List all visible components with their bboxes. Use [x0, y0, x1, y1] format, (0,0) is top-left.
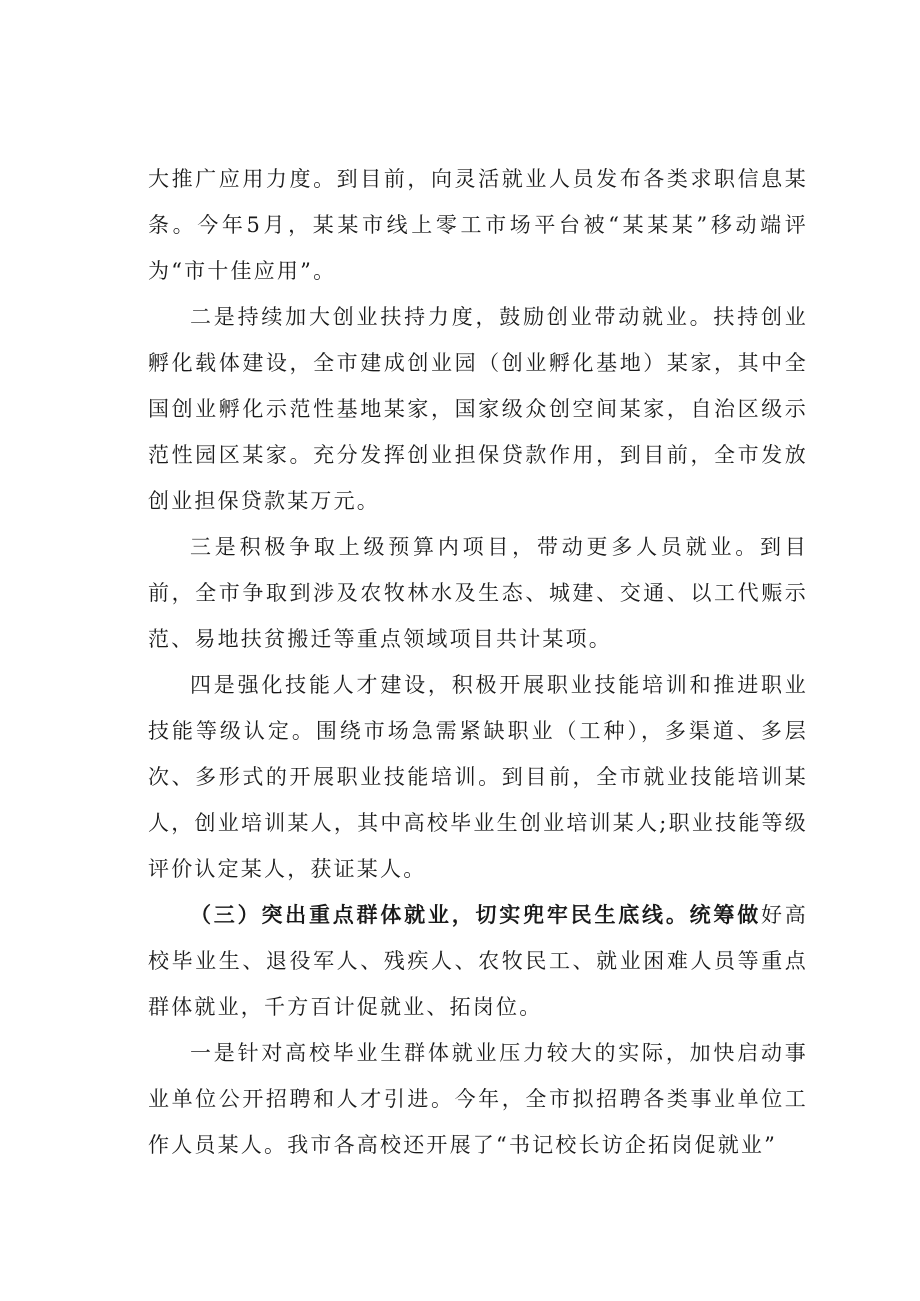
- paragraph-entrepreneurship: 二是持续加大创业扶持力度，鼓励创业带动就业。扶持创业孵化载体建设，全市建成创业园（创业孵化基地）某家，其中全国创业孵化示范性基地某家，国家级众创空间某家，自治区级示范性园区某家。充分发挥创业担保贷款作用，到目前，全市发放创业担保贷款某万元。: [148, 305, 808, 513]
- paragraph-skills-training: 四是强化技能人才建设，积极开展职业技能培训和推进职业技能等级认定。围绕市场急需紧缺职业（工种），多渠道、多层次、多形式的开展职业技能培训。到目前，全市就业技能培训某人，创业培训某人，其中高校毕业生创业培训某人;职业技能等级评价认定某人，获证某人。: [148, 673, 808, 881]
- paragraph-continuation: 大推广应用力度。到目前，向灵活就业人员发布各类求职信息某条。今年5月，某某市线上零工市场平台被“某某某”移动端评为“市十佳应用”。: [148, 167, 808, 283]
- paragraph-key-groups: [148, 892, 808, 1030]
- section-heading-lead: （三）突出重点群体就业，切实兜牢民生底线。统筹做: [190, 902, 761, 927]
- paragraph-graduates: 一是针对高校毕业生群体就业压力较大的实际，加快启动事业单位公开招聘和人才引进。今年，全市拟招聘各类事业单位工作人员某人。我市各高校还开展了“书记校长访企拓岗促就业”: [148, 1041, 808, 1157]
- document-body: [148, 156, 808, 1168]
- section-heading-rest: 好高校毕业生、退役军人、残疾人、农牧民工、就业困难人员等重点群体就业，千方百计促就业、拓岗位。: [148, 903, 808, 1019]
- paragraph-budget-projects: 三是积极争取上级预算内项目，带动更多人员就业。到目前，全市争取到涉及农牧林水及生态、城建、交通、以工代赈示范、易地扶贫搬迁等重点领域项目共计某项。: [148, 535, 808, 651]
